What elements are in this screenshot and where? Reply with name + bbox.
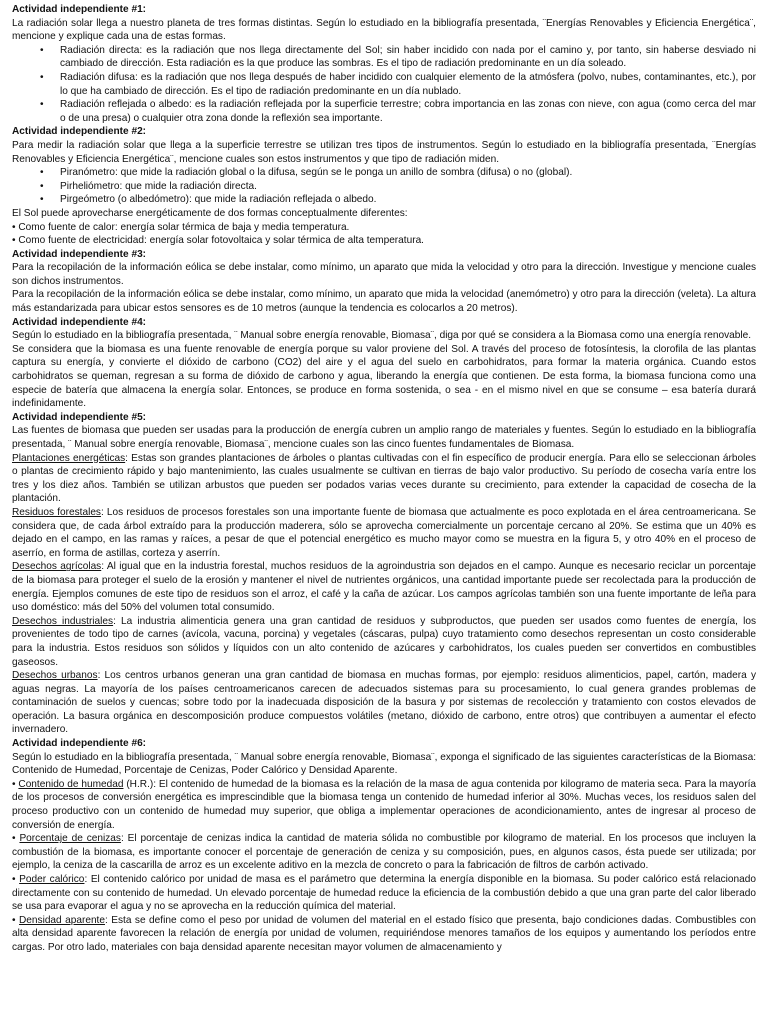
actividad-1-question: La radiación solar llega a nuestro planeta de tres formas distintas. Según lo estudiado en la bibliografía presentada, ¨Energías Renovables y Eficiencia Energética¨, mencione y explique cada una de estas formas.: [12, 17, 756, 43]
heading-actividad-3: Actividad independiente #3:: [12, 248, 147, 260]
heading-actividad-2: Actividad independiente #2:: [12, 126, 147, 138]
list-item: • Piranómetro: que mide la radiación global o la difusa, según se le ponga un anillo de sombra (difusa) o no (global).: [60, 166, 756, 180]
term: Desechos urbanos: [12, 670, 98, 682]
heading-actividad-1: Actividad independiente #1:: [12, 4, 147, 15]
biomass-property-item: [12, 873, 756, 914]
paragraph: El Sol puede aprovecharse energéticamente de dos formas conceptualmente diferentes:: [12, 207, 408, 219]
bullet: •: [12, 778, 19, 790]
definition: : El porcentaje de cenizas indica la cantidad de materia sólida no combustible por kilogramo de material. En los procesos que incluyen la combustión de la biomasa, es importante conocer el porcentaje de generación de ceniza y su composición, pues, en algunos casos, ésta puede ser utilizada; por ejemplo, la ceniza de la cascarilla de arroz es un excelente aditivo en la mezcla de concreto o para la fabricación de filtros de carbón activado.: [12, 833, 757, 872]
actividad-4-answer: Se considera que la biomasa es una fuente renovable de energía porque su valor proviene del Sol. A través del proceso de fotosíntesis, la clorofila de las plantas captura su energía, y convierte el dióxido de carbono (CO2) del aire y el agua del suelo en carbohidratos, para formar la materia orgánica. Cuando estos carbohidratos se queman, regresan a su forma de dióxido de carbono y agua, liberando la energía que contienen. De esta forma, la biomasa funciona como una especie de batería que almacena la energía solar. Entonces, se produce en forma sostenida, o sea - en el mismo nivel en que se consume – esa batería durará indefinidamente.: [12, 343, 756, 410]
biomass-source-item: [12, 669, 756, 737]
list-item: • Pirheliómetro: que mide la radiación directa.: [60, 180, 756, 194]
bullet: •: [12, 914, 20, 926]
biomass-source-item: [12, 506, 756, 560]
instruments-list: [12, 166, 756, 207]
biomass-property-item: [12, 914, 756, 955]
term: Residuos forestales: [12, 506, 101, 518]
term: Desechos agrícolas: [12, 561, 102, 573]
list-item: • Pirgeómetro (o albedómetro): que mide la radiación reflejada o albedo.: [60, 193, 756, 207]
list-item: • Radiación reflejada o albedo: es la radiación reflejada por la superficie terrestre; cobra importancia en las zonas con nieve, con agua (como cerca del mar o de una presa) o cualquier otra zona donde la reflexión sea importante.: [60, 98, 756, 125]
actividad-5-question: Las fuentes de biomasa que pueden ser usadas para la producción de energía cubren un amplio rango de materiales y fuentes. Según lo estudiado en la bibliografía presentada, ¨ Manual sobre energía renovable, Biomasa¨, mencione cuales son las cinco fuentes fundamentales de Biomasa.: [12, 425, 756, 450]
list-item: • Radiación difusa: es la radiación que nos llega después de haber incidido con cualquier elemento de la atmósfera (polvo, nubes, contaminantes, etc.), por lo que ha cambiado de dirección. Es el tipo de radiación predominante en un día nublado.: [60, 71, 756, 98]
definition: : Los centros urbanos generan una gran cantidad de biomasa en muchas formas, por ejemplo: residuos alimenticios, papel, cartón, madera y aguas negras. La mayoría de los países centroamericanos carecen de adecuados sistemas para su procesamiento, lo cual genera grandes problemas de contaminación de suelos y cuencas; sobre todo por la inadecuada disposición de la basura y por sistemas de recolección y tratamiento con costos elevados de operación. La basura orgánica en descomposición produce compuestos volátiles (metano, dióxido de carbono, entre otros) que contribuyen a aumentar el efecto invernadero.: [12, 670, 756, 736]
term: Porcentaje de cenizas: [19, 833, 121, 845]
definition: (H.R.): El contenido de humedad de la biomasa es la relación de la masa de agua contenida por kilogramo de materia seca. Para la mayoría de los procesos de conversión energética es imprescindible que la biomasa tenga un contenido de humedad inferior al 30%. Muchas veces, los residuos salen del proceso productivo con un contenido de humedad muy superior, que obliga a implementar operaciones de acondicionamiento, antes de ingresar al proceso de conversión de energía.: [12, 778, 757, 831]
biomass-source-item: [12, 452, 756, 506]
actividad-3-question: Para la recopilación de la información eólica se debe instalar, como mínimo, un aparato que mida la velocidad y otro para la dirección. Investigue y mencione cuales son dichos instrumentos.: [12, 262, 756, 287]
term: Poder calórico: [19, 874, 85, 885]
term: Plantaciones energéticas: [12, 452, 126, 464]
bullet: •: [12, 833, 20, 845]
definition: : Al igual que en la industria forestal, muchos residuos de la agroindustria son dejados en el campo. Aunque es necesario reciclar un porcentaje de la biomasa para proteger el suelo de la erosión y mantener el nivel de nutrientes orgánicos, una cantidad importante puede ser recolectada para la producción de energía. Ejemplos comunes de este tipo de residuos son el arroz, el café y la caña de azúcar. Los campos agrícolas también son una fuente importante de leña para uso doméstico: más del 50% del volumen total consumido.: [12, 561, 756, 614]
actividad-2-question: Para medir la radiación solar que llega a la superficie terrestre se utilizan tres tipos de instrumentos. Según lo estudiado en la bibliografía presentada, ¨Energías Renovables y Eficiencia Energética¨, mencione cuales son estos instrumentos y que tipo de radiación miden.: [12, 139, 756, 165]
heading-actividad-5: Actividad independiente #5:: [12, 411, 147, 423]
biomass-source-item: [12, 560, 756, 614]
radiation-types-list: [12, 44, 756, 126]
biomass-property-item: [12, 778, 756, 832]
definition: : Los residuos de procesos forestales son una importante fuente de biomasa que actualmente es poco explotada en el área centroamericana. Se considera que, de cada árbol extraído para la producción maderera, sólo se aprovecha comercialmente un porcentaje cercano al 20%. Se estima que un 40% es dejado en el campo, en las ramas y raíces, a pesar de que el potencial energético es mucho mayor como se muestra en la figura 5, y otro 40% en el proceso de aserrío, en forma de astillas, corteza y aserrín.: [12, 506, 756, 559]
paragraph: • Como fuente de calor: energía solar térmica de baja y media temperatura.: [12, 221, 350, 233]
definition: : La industria alimenticia genera una gran cantidad de residuos y subproductos, que pueden ser usados como fuentes de energía, los provenientes de todo tipo de carnes (avícola, vacuna, porcina) y vegetales (cáscaras, pulpa) cuyo tratamiento como desechos representan un costo considerable para la industria. Estos residuos son sólidos y líquidos con un alto contenido de azúcares y carbohidratos, los cuales pueden ser convertidos en combustibles gaseosos.: [12, 615, 756, 668]
actividad-4-question: Según lo estudiado en la bibliografía presentada, ¨ Manual sobre energía renovable, Biomasa¨, diga por qué se considera a la Biomasa como una energía renovable.: [12, 330, 751, 342]
definition: : Estas son grandes plantaciones de árboles o plantas cultivadas con el fin específico de producir energía. Para ello se seleccionan árboles o plantas de crecimiento rápido y bajo mantenimiento, las cuales usualmente se cultivan en tierras de bajo valor productivo. Su período de cosecha varía entre los tres y los diez años. También se utilizan arbustos que pueden ser podados varias veces durante su crecimiento, para extender la capacidad de cosecha de la plantación.: [12, 452, 756, 505]
heading-actividad-6: Actividad independiente #6:: [12, 738, 147, 750]
heading-actividad-4: Actividad independiente #4:: [12, 316, 147, 328]
actividad-3-answer: Para la recopilación de la información eólica se debe instalar, como mínimo, un aparato que mida la velocidad (anemómetro) y otro para la dirección (veleta). La altura más estandarizada para ubicar estos sensores es de 10 metros (aunque la tendencia es colocarlos a 20 metros).: [12, 289, 756, 315]
biomass-property-item: [12, 832, 756, 873]
term: Contenido de humedad: [18, 778, 124, 790]
term: Desechos industriales: [12, 615, 114, 627]
definition: : El contenido calórico por unidad de masa es el parámetro que determina la energía disponible en la biomasa. Su poder calórico está relacionado directamente con su contenido de humedad. Un elevado porcentaje de humedad reduce la eficiencia de la combustión debido a que una gran parte del calor liberado se usa para evaporar el agua y no se aprovecha en la reducción química del material.: [12, 874, 756, 913]
biomass-source-item: [12, 615, 756, 669]
bullet: •: [12, 874, 20, 885]
term: Densidad aparente: [19, 914, 105, 926]
actividad-6-question: Según lo estudiado en la bibliografía presentada, ¨ Manual sobre energía renovable, Biomasa¨, exponga el significado de las siguientes características de la Biomasa: Contenido de Humedad, Porcentaje de Cenizas, Poder Calórico y Densidad Aparente.: [12, 751, 756, 777]
definition: : Esta se define como el peso por unidad de volumen del material en el estado físico que presenta, bajo condiciones dadas. Combustibles con alta densidad aparente favorecen la relación de energía por unidad de volumen, requiriéndose menores tamaños de los equipos y aumentando los períodos entre cargas. Por otro lado, materiales con baja densidad aparente necesitan mayor volumen de almacenamiento y: [12, 914, 756, 953]
list-item: • Radiación directa: es la radiación que nos llega directamente del Sol; sin haber incidido con nada por el camino y, por tanto, sin haberse desviado ni cambiado de dirección. Esta radiación es la que produce las sombras. Es el tipo de radiación predominante en un día soleado.: [60, 44, 756, 71]
paragraph: • Como fuente de electricidad: energía solar fotovoltaica y solar térmica de alta temperatura.: [12, 235, 424, 247]
